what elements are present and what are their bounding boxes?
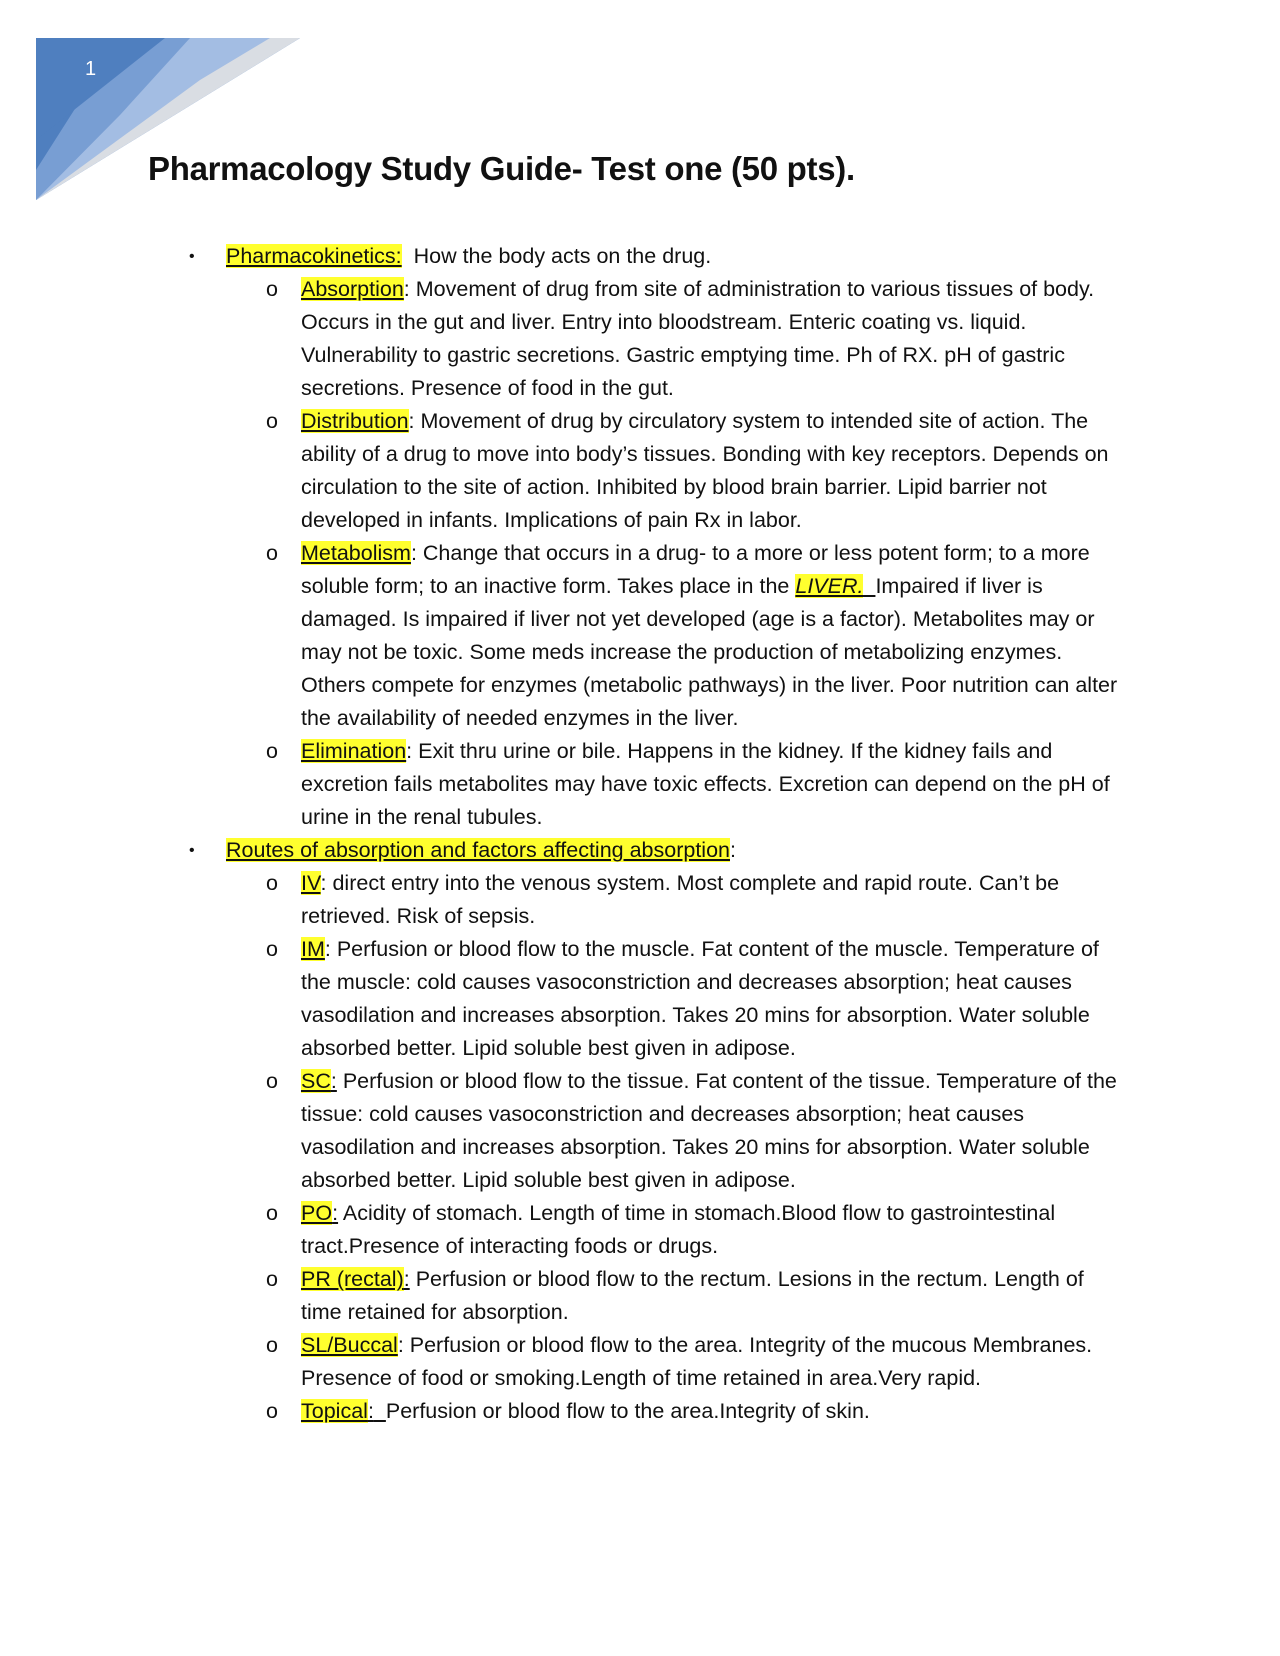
term-colon: : (332, 1201, 339, 1225)
list-item-sl-buccal (0, 1329, 1280, 1395)
term-sc: SC (301, 1069, 331, 1093)
list-item-distribution (0, 405, 1280, 537)
page-number: 1 (85, 58, 97, 80)
list-item-iv (0, 867, 1280, 933)
definition-text-continued: Impaired if liver is damaged. Is impaired if liver not yet developed (age is a factor). Metabolites may or may not be toxic. Some meds increase the production of metabolizing enzymes. Others compete for enzymes (metabolic pathways) in the liver. Poor nutrition can alter the availability of needed enzymes in the liver. (301, 574, 1118, 730)
definition-text: : direct entry into the venous system. Most complete and rapid route. Can’t be retrieved. Risk of sepsis. (301, 871, 1060, 928)
list-item-elimination (0, 735, 1280, 834)
definition-text: Perfusion or blood flow to the rectum. Lesions in the rectum. Length of time retained for absorption. (301, 1267, 1084, 1324)
section-pharmacokinetics (0, 240, 1280, 273)
sub-bullet: o (266, 871, 278, 895)
sub-bullet: o (266, 1333, 278, 1357)
section-heading: Routes of absorption and factors affecting absorption (226, 838, 730, 862)
list-item-absorption (0, 273, 1280, 405)
term-pr-rectal: PR (rectal) (301, 1267, 404, 1291)
definition-text: Perfusion or blood flow to the area.Integrity of skin. (385, 1399, 870, 1423)
term-sl-buccal: SL/Buccal (301, 1333, 398, 1357)
term-distribution: Distribution (301, 409, 409, 433)
definition-text: : Perfusion or blood flow to the area. Integrity of the mucous Membranes. Presence of food or smoking.Length of time retained in area.Very rapid. (301, 1333, 1093, 1390)
underline-gap (863, 574, 875, 598)
list-item-topical (0, 1395, 1280, 1428)
definition-text: : Movement of drug by circulatory system to intended site of action. The ability of a drug to move into body’s tissues. Bonding with key receptors. Depends on circulation to the site of action. Inhibited by blood brain barrier. Lipid barrier not developed in infants. Implications of pain Rx in labor. (301, 409, 1109, 532)
bullet: • (189, 842, 195, 859)
definition-text: : Perfusion or blood flow to the muscle. Fat content of the muscle. Temperature of the muscle: cold causes vasoconstriction and decreases absorption; heat causes vasodilation and increases absorption. Takes 20 mins for absorption. Water soluble absorbed better. Lipid soluble best given in adipose. (301, 937, 1099, 1060)
document-body (0, 240, 1280, 1428)
definition-text: : Movement of drug from site of administration to various tissues of body. Occurs in the gut and liver. Entry into bloodstream. Enteric coating vs. liquid. Vulnerability to gastric secretions. Gastric emptying time. Ph of RX. pH of gastric secretions. Presence of food in the gut. (301, 277, 1095, 400)
underline-gap (374, 1399, 386, 1423)
section-routes-of-absorption (0, 834, 1280, 867)
term-colon: : (330, 1069, 337, 1093)
section-heading-text: How the body acts on the drug. (401, 244, 712, 268)
term-metabolism: Metabolism (301, 541, 411, 565)
term-po: PO (301, 1201, 333, 1225)
term-elimination: Elimination (301, 739, 407, 763)
section-heading-text: : (729, 838, 736, 862)
term-topical: Topical (301, 1399, 368, 1423)
sub-bullet: o (266, 1399, 278, 1423)
bullet: • (189, 248, 195, 265)
term-iv: IV (301, 871, 321, 895)
list-item-po (0, 1197, 1280, 1263)
list-item-sc (0, 1065, 1280, 1197)
list-item-metabolism (0, 537, 1280, 735)
sub-bullet: o (266, 1201, 278, 1225)
sub-bullet: o (266, 541, 278, 565)
definition-text: Perfusion or blood flow to the tissue. Fat content of the tissue. Temperature of the tissue: cold causes vasoconstriction and decreases absorption; heat causes vasodilation and increases absorption. Takes 20 mins for absorption. Water soluble absorbed better. Lipid soluble best given in adipose. (301, 1069, 1117, 1192)
definition-text: : Exit thru urine or bile. Happens in the kidney. If the kidney fails and excretion fails metabolites may have toxic effects. Excretion can depend on the pH of urine in the renal tubules. (301, 739, 1110, 829)
sub-bullet: o (266, 937, 278, 961)
definition-text: Acidity of stomach. Length of time in stomach.Blood flow to gastrointestinal tract.Presence of interacting foods or drugs. (301, 1201, 1056, 1258)
emphasis-liver: LIVER. (795, 574, 864, 598)
page-title: Pharmacology Study Guide- Test one (50 pts). (148, 150, 855, 187)
sub-bullet: o (266, 277, 278, 301)
sub-bullet: o (266, 739, 278, 763)
list-item-pr-rectal (0, 1263, 1280, 1329)
term-absorption: Absorption (301, 277, 404, 301)
term-colon: : (403, 1267, 410, 1291)
definition-text: : Change that occurs in a drug- to a more or less potent form; to a more soluble form; to an inactive form. Takes place in the (301, 541, 1090, 598)
sub-bullet: o (266, 1069, 278, 1093)
list-item-im (0, 933, 1280, 1065)
sub-bullet: o (266, 1267, 278, 1291)
sub-bullet: o (266, 409, 278, 433)
term-im: IM (301, 937, 325, 961)
section-heading: Pharmacokinetics: (226, 244, 402, 268)
term-colon: : (367, 1399, 374, 1423)
